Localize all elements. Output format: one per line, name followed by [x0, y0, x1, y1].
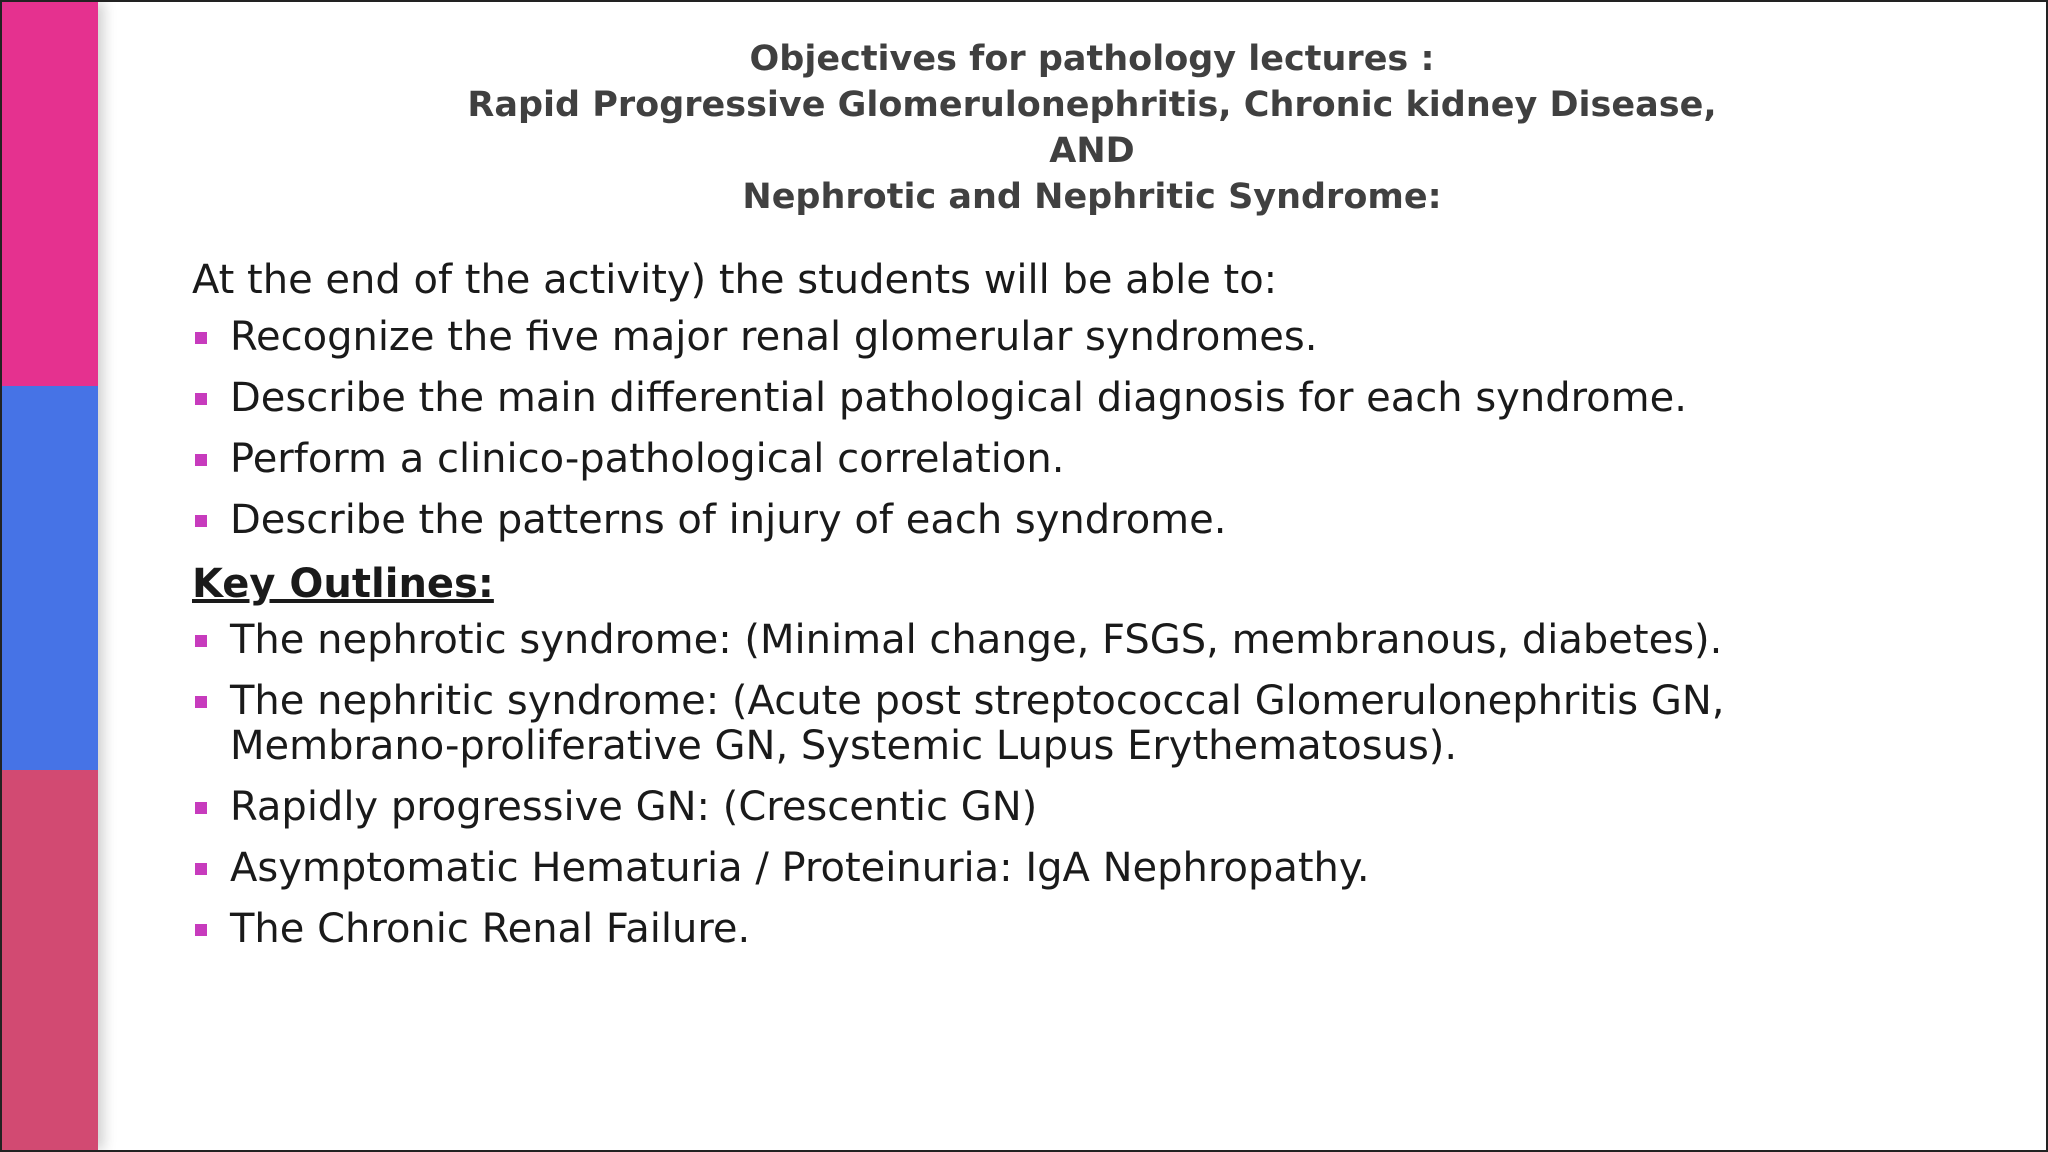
list-item — [192, 679, 1790, 769]
title-line-4: Nephrotic and Nephritic Syndrome: — [742, 177, 1442, 217]
title-line-1: Objectives for pathology lectures : — [749, 39, 1435, 79]
list-item-text: Perform a clinico-pathological correlation. — [230, 436, 1065, 482]
square-bullet-icon — [195, 802, 207, 814]
list-item-text: Asymptomatic Hematuria / Proteinuria: IgA Nephropathy. — [230, 845, 1370, 891]
square-bullet-icon — [195, 924, 207, 936]
slide-title — [322, 36, 1862, 220]
list-item — [192, 785, 1992, 830]
square-bullet-icon — [195, 635, 207, 647]
list-item-text: Describe the patterns of injury of each syndrome. — [230, 497, 1227, 543]
list-item-text: The Chronic Renal Failure. — [230, 906, 751, 952]
list-item — [192, 618, 1992, 663]
list-item-text: Describe the main differential pathological diagnosis for each syndrome. — [230, 375, 1687, 421]
side-bar-blue-segment — [2, 386, 98, 770]
side-color-bar — [2, 2, 98, 1150]
square-bullet-icon — [195, 332, 207, 344]
title-line-3: AND — [1049, 131, 1135, 171]
list-item — [192, 846, 1992, 891]
square-bullet-icon — [195, 393, 207, 405]
list-item — [192, 376, 1992, 421]
side-bar-rose-segment — [2, 770, 98, 1152]
slide-body — [192, 254, 1992, 968]
objectives-list — [192, 315, 1992, 543]
list-item-text: Rapidly progressive GN: (Crescentic GN) — [230, 784, 1038, 830]
square-bullet-icon — [195, 863, 207, 875]
square-bullet-icon — [195, 515, 207, 527]
list-item-text: Recognize the five major renal glomerular syndromes. — [230, 314, 1318, 360]
list-item — [192, 437, 1992, 482]
list-item — [192, 907, 1992, 952]
list-item-text: The nephrotic syndrome: (Minimal change, FSGS, membranous, diabetes). — [230, 617, 1723, 663]
list-item — [192, 315, 1992, 360]
outlines-list — [192, 618, 1992, 952]
list-item-text: The nephritic syndrome: (Acute post streptococcal Glomerulonephritis GN, Membrano-proliferative GN, Systemic Lupus Erythematosus). — [230, 678, 1725, 769]
title-line-2: Rapid Progressive Glomerulonephritis, Chronic kidney Disease, — [467, 85, 1717, 125]
square-bullet-icon — [195, 454, 207, 466]
square-bullet-icon — [195, 696, 207, 708]
key-outlines-heading: Key Outlines: — [192, 561, 494, 607]
list-item — [192, 498, 1992, 543]
side-bar-pink-segment — [2, 2, 98, 386]
intro-text: At the end of the activity) the students will be able to: — [192, 257, 1278, 303]
